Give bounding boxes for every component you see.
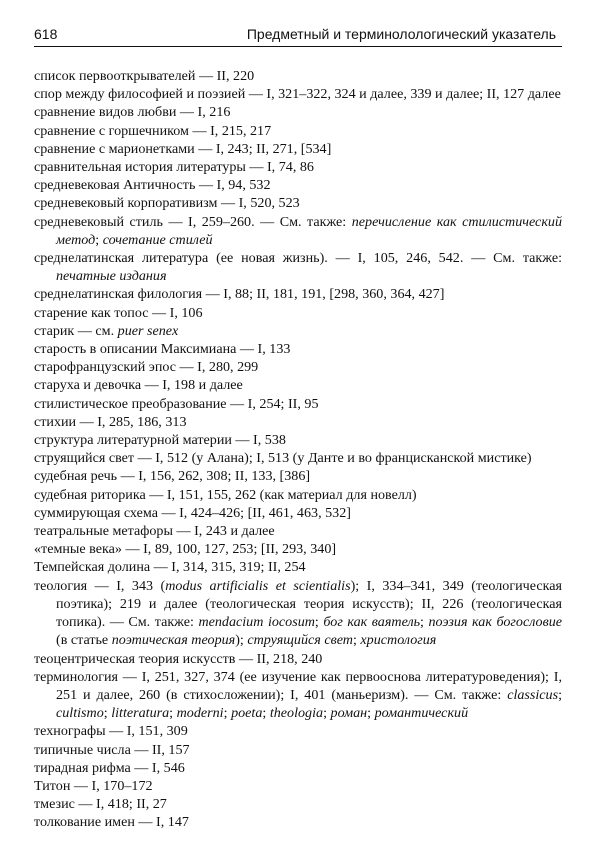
index-entry	[34, 449, 562, 467]
index-entry-text: старофранцузский эпос — I, 280, 299	[34, 359, 259, 376]
index-entry-text: терминология — I, 251, 327, 374 (ее изучение как первооснова литературоведения); I, 251 и далее, 260 (в стихосложении); I, 401 (маньеризм). — См. также:	[34, 668, 562, 703]
index-entry-text: ;	[420, 614, 429, 631]
index-entry	[34, 176, 562, 194]
index-entry	[34, 194, 562, 212]
index-entry-text: средневековый стиль — I, 259–260. — См. также:	[34, 213, 352, 230]
index-entry-text: теология — I, 343 (	[34, 577, 166, 594]
index-entry-italic-text: поэзия как богословие	[428, 614, 562, 631]
index-entry-text: тмезис — I, 418; II, 27	[34, 796, 167, 813]
index-entry-text: старуха и девочка — I, 198 и далее	[34, 377, 243, 394]
index-entry-italic-text: перечисление как стилистический метод	[56, 213, 563, 248]
index-entry-text: струящийся свет — I, 512 (у Алана); I, 513 (у Данте и во францисканской мистике)	[34, 450, 532, 467]
index-entry-italic-text: mendacium iocosum	[198, 614, 315, 631]
index-entry	[34, 722, 562, 740]
index-entry-text: ); I, 334–341, 349 (теологическая поэтика); 219 и далее (теологическая теория искусств); II, 226 (теологическая топика). — См. также:	[56, 577, 563, 631]
index-entry-text: теоцентрическая теория искусств — II, 218, 240	[34, 650, 323, 667]
index-entry-text: сравнение с марионетками — I, 243; II, 271, [534]	[34, 140, 332, 157]
index-entry	[34, 340, 562, 358]
index-entry-text: ;	[103, 705, 112, 722]
index-entry	[34, 122, 562, 140]
index-entry-italic-text: романтический	[374, 705, 469, 722]
index-entry-text: технографы — I, 151, 309	[34, 723, 188, 740]
index-entry	[34, 795, 562, 813]
index-entry-italic-text: poeta	[231, 705, 263, 722]
index-entries	[34, 67, 562, 832]
index-entry	[34, 540, 562, 558]
index-entry	[34, 741, 562, 759]
index-entry	[34, 759, 562, 777]
index-entry	[34, 213, 562, 249]
index-entry	[34, 813, 562, 831]
index-entry-italic-text: cultismo	[56, 705, 104, 722]
index-page	[34, 26, 562, 832]
index-entry-text: ;	[262, 705, 270, 722]
index-entry-text: ;	[367, 705, 375, 722]
index-entry-text: старик — см.	[34, 322, 118, 339]
index-entry-italic-text: христология	[360, 632, 437, 649]
index-entry-italic-text: бог как ваятель	[323, 614, 421, 631]
index-entry-text: старость в описании Максимиана — I, 133	[34, 341, 291, 358]
index-entry-text: ;	[558, 686, 562, 703]
index-entry-italic-text: роман	[330, 705, 368, 722]
index-entry	[34, 558, 562, 576]
index-entry	[34, 376, 562, 394]
index-entry-text: среднелатинская филология — I, 88; II, 181, 191, [298, 360, 364, 427]	[34, 286, 445, 303]
index-entry-text: стилистическое преобразование — I, 254; II, 95	[34, 395, 319, 412]
index-entry-text: стихии — I, 285, 186, 313	[34, 413, 187, 430]
index-entry	[34, 140, 562, 158]
index-entry-text: список первооткрывателей — II, 220	[34, 68, 255, 84]
index-entry-text: типичные числа — II, 157	[34, 741, 190, 758]
index-entry	[34, 158, 562, 176]
index-entry	[34, 322, 562, 340]
index-entry-text: сравнительная история литературы — I, 74, 86	[34, 159, 314, 176]
index-entry-italic-text: сочетание стилей	[102, 231, 213, 248]
index-entry-text: ;	[169, 705, 177, 722]
index-entry	[34, 395, 562, 413]
index-entry-text: спор между философией и поэзией — I, 321–322, 324 и далее, 339 и далее; II, 127 далее	[34, 86, 561, 103]
index-entry-text: ;	[323, 705, 331, 722]
index-entry-italic-text: classicus	[507, 686, 559, 703]
index-entry	[34, 249, 562, 285]
index-entry	[34, 777, 562, 795]
index-entry	[34, 413, 562, 431]
index-entry-text: (в статье	[56, 632, 112, 649]
index-entry	[34, 431, 562, 449]
index-entry-text: судебная риторика — I, 151, 155, 262 (как материал для новелл)	[34, 486, 417, 503]
index-entry	[34, 304, 562, 322]
index-entry-text: сравнение видов любви — I, 216	[34, 104, 231, 121]
index-entry	[34, 486, 562, 504]
index-entry-text: ;	[314, 614, 324, 631]
index-entry-text: судебная речь — I, 156, 262, 308; II, 133, [386]	[34, 468, 311, 485]
index-entry	[34, 467, 562, 485]
index-entry	[34, 358, 562, 376]
running-header	[34, 26, 562, 47]
index-entry-text: ;	[95, 231, 103, 248]
index-entry-text: ;	[352, 632, 361, 649]
index-entry	[34, 285, 562, 303]
index-entry-italic-text: поэтическая теория	[111, 632, 236, 649]
index-entry	[34, 522, 562, 540]
index-entry-italic-text: струящийся свет	[247, 632, 353, 649]
index-entry-text: средневековая Античность — I, 94, 532	[34, 177, 271, 194]
index-entry	[34, 85, 562, 103]
index-entry-text: Титон — I, 170–172	[34, 777, 153, 794]
running-title: Предметный и терминолологический указатель	[246, 26, 556, 42]
index-entry	[34, 577, 562, 650]
index-entry-italic-text: moderni	[176, 705, 224, 722]
index-entry-italic-text: litteratura	[111, 705, 170, 722]
index-entry-text: театральные метафоры — I, 243 и далее	[34, 523, 275, 540]
index-entry-text: старение как топос — I, 106	[34, 304, 203, 321]
index-entry-italic-text: theologia	[269, 705, 324, 722]
index-entry-text: среднелатинская литература (ее новая жизнь). — I, 105, 246, 542. — См. также:	[34, 250, 562, 267]
page-number: 618	[34, 26, 58, 42]
index-entry-text: толкование имен — I, 147	[34, 814, 189, 831]
index-entry-text: «темные века» — I, 89, 100, 127, 253; [II, 293, 340]	[34, 541, 337, 558]
index-entry-text: Темпейская долина — I, 314, 315, 319; II, 254	[34, 559, 306, 576]
index-entry-text: суммирующая схема — I, 424–426; [II, 461, 463, 532]	[34, 504, 351, 521]
index-entry	[34, 103, 562, 121]
index-entry-text: тирадная рифма — I, 546	[34, 759, 185, 776]
index-entry-text: средневековый корпоративизм — I, 520, 523	[34, 195, 300, 212]
index-entry-text: );	[235, 632, 248, 649]
index-entry-text: ;	[223, 705, 232, 722]
index-entry-italic-text: печатные издания	[56, 268, 167, 285]
index-entry-text: структура литературной материи — I, 538	[34, 432, 286, 449]
index-entry	[34, 504, 562, 522]
index-entry	[34, 67, 562, 85]
index-entry-italic-text: puer senex	[117, 322, 179, 339]
index-entry	[34, 650, 562, 668]
index-entry-italic-text: modus artificialis et scientialis	[165, 577, 351, 594]
index-entry	[34, 668, 562, 723]
index-entry-text: сравнение с горшечником — I, 215, 217	[34, 122, 272, 139]
